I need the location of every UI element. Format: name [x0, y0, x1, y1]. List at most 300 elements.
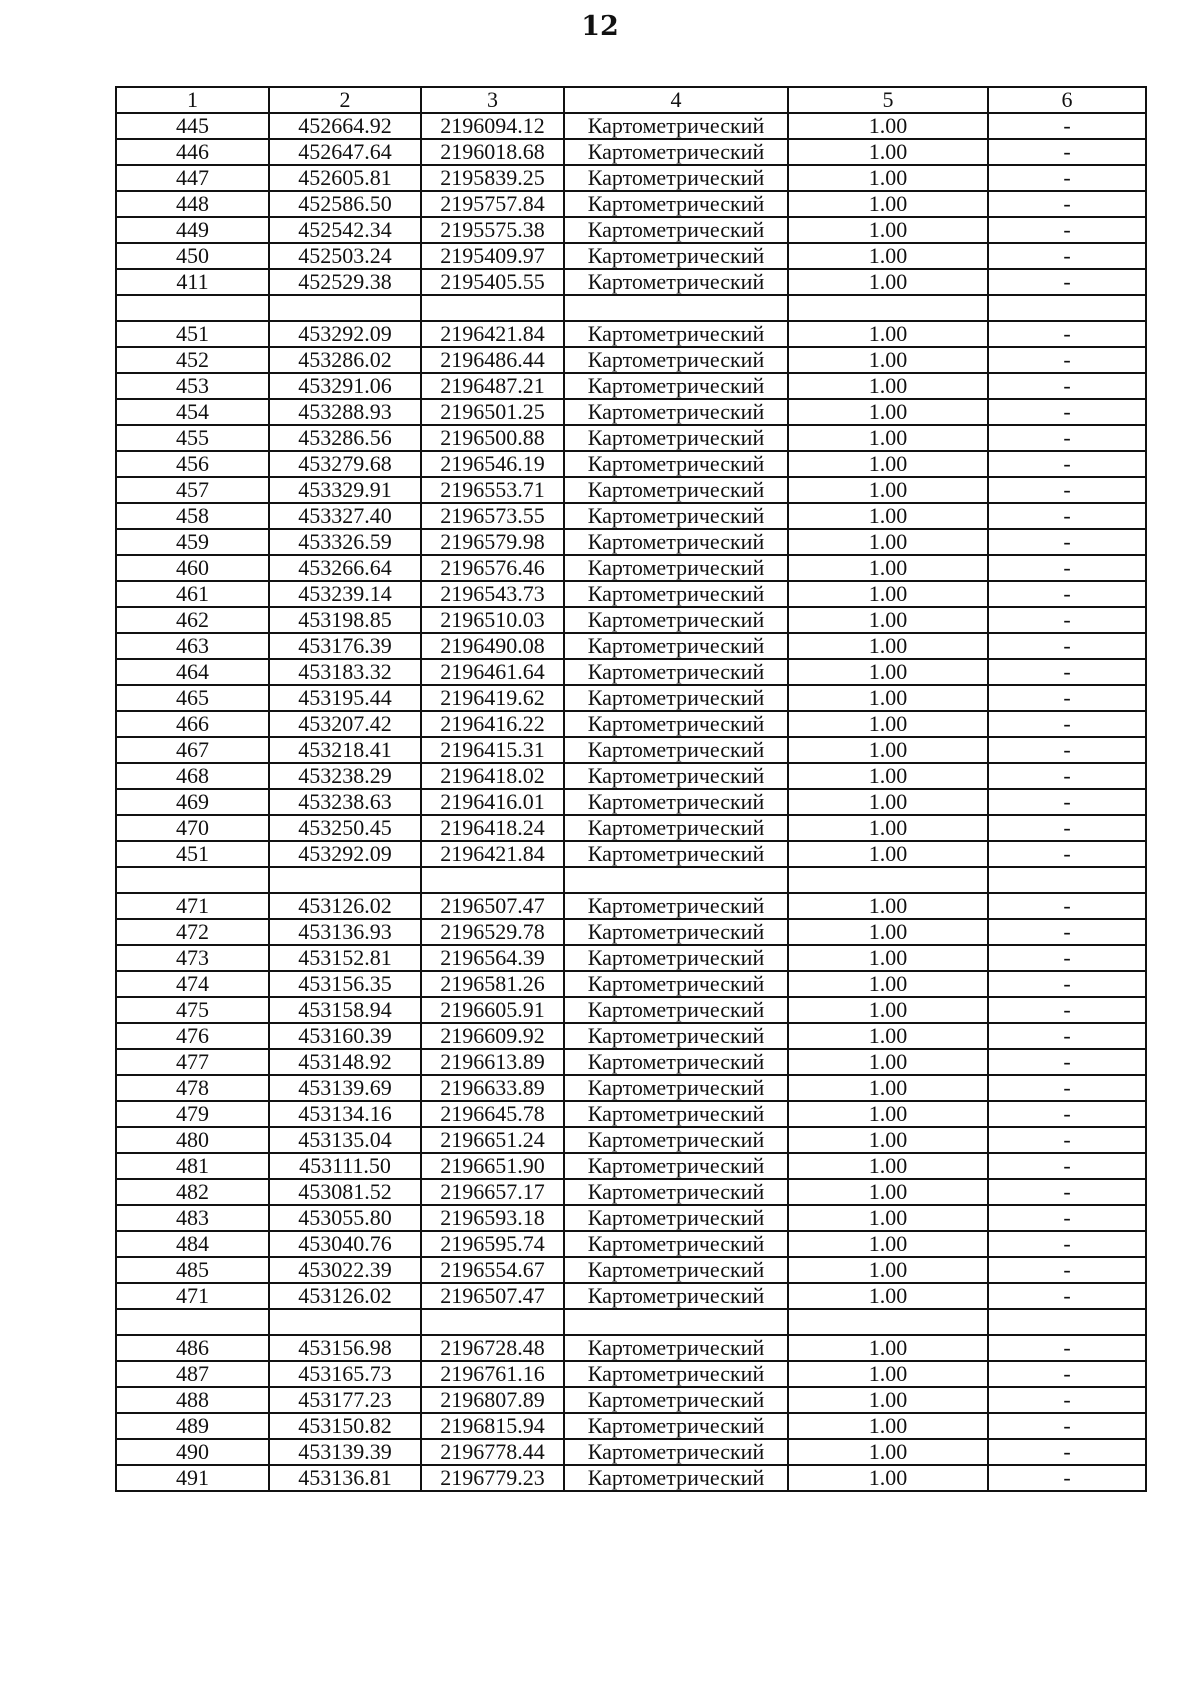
- y-coordinate-cell: 2196529.78: [421, 919, 564, 945]
- note-cell: -: [988, 503, 1146, 529]
- accuracy-cell: 1.00: [788, 1153, 988, 1179]
- y-coordinate-cell: 2196501.25: [421, 399, 564, 425]
- point-number-cell: 451: [116, 321, 269, 347]
- point-number-cell: [116, 295, 269, 321]
- y-coordinate-cell: 2196576.46: [421, 555, 564, 581]
- method-cell: Картометрический: [564, 1257, 788, 1283]
- y-coordinate-cell: 2196419.62: [421, 685, 564, 711]
- table-row: [116, 815, 1146, 841]
- point-number-cell: 450: [116, 243, 269, 269]
- x-coordinate-cell: 453183.32: [269, 659, 421, 685]
- accuracy-cell: 1.00: [788, 243, 988, 269]
- accuracy-cell: 1.00: [788, 971, 988, 997]
- y-coordinate-cell: 2196510.03: [421, 607, 564, 633]
- method-cell: Картометрический: [564, 373, 788, 399]
- y-coordinate-cell: [421, 1309, 564, 1335]
- method-cell: Картометрический: [564, 555, 788, 581]
- method-cell: Картометрический: [564, 1231, 788, 1257]
- point-number-cell: 446: [116, 139, 269, 165]
- y-coordinate-cell: 2196543.73: [421, 581, 564, 607]
- y-coordinate-cell: 2195575.38: [421, 217, 564, 243]
- y-coordinate-cell: 2196486.44: [421, 347, 564, 373]
- x-coordinate-cell: 453139.69: [269, 1075, 421, 1101]
- x-coordinate-cell: 453266.64: [269, 555, 421, 581]
- table-row: [116, 451, 1146, 477]
- accuracy-cell: 1.00: [788, 191, 988, 217]
- note-cell: -: [988, 633, 1146, 659]
- y-coordinate-cell: 2196018.68: [421, 139, 564, 165]
- accuracy-cell: 1.00: [788, 1257, 988, 1283]
- method-cell: Картометрический: [564, 737, 788, 763]
- x-coordinate-cell: 453165.73: [269, 1361, 421, 1387]
- point-number-cell: 455: [116, 425, 269, 451]
- x-coordinate-cell: 453286.02: [269, 347, 421, 373]
- x-coordinate-cell: 453111.50: [269, 1153, 421, 1179]
- x-coordinate-cell: 453126.02: [269, 893, 421, 919]
- method-cell: Картометрический: [564, 347, 788, 373]
- x-coordinate-cell: 453136.81: [269, 1465, 421, 1491]
- y-coordinate-cell: 2195405.55: [421, 269, 564, 295]
- accuracy-cell: 1.00: [788, 763, 988, 789]
- accuracy-cell: 1.00: [788, 451, 988, 477]
- point-number-cell: 445: [116, 113, 269, 139]
- accuracy-cell: 1.00: [788, 399, 988, 425]
- y-coordinate-cell: 2196593.18: [421, 1205, 564, 1231]
- method-cell: Картометрический: [564, 633, 788, 659]
- accuracy-cell: 1.00: [788, 607, 988, 633]
- method-cell: Картометрический: [564, 399, 788, 425]
- accuracy-cell: 1.00: [788, 321, 988, 347]
- y-coordinate-cell: 2195409.97: [421, 243, 564, 269]
- method-cell: Картометрический: [564, 1101, 788, 1127]
- table-row: [116, 191, 1146, 217]
- y-coordinate-cell: 2196605.91: [421, 997, 564, 1023]
- note-cell: -: [988, 1127, 1146, 1153]
- point-number-cell: 462: [116, 607, 269, 633]
- method-cell: Картометрический: [564, 1075, 788, 1101]
- point-number-cell: 465: [116, 685, 269, 711]
- x-coordinate-cell: 453135.04: [269, 1127, 421, 1153]
- point-number-cell: 487: [116, 1361, 269, 1387]
- y-coordinate-cell: 2196546.19: [421, 451, 564, 477]
- table-separator-row: [116, 1309, 1146, 1335]
- accuracy-cell: 1.00: [788, 113, 988, 139]
- method-cell: Картометрический: [564, 191, 788, 217]
- y-coordinate-cell: 2196613.89: [421, 1049, 564, 1075]
- y-coordinate-cell: 2196579.98: [421, 529, 564, 555]
- note-cell: -: [988, 451, 1146, 477]
- note-cell: -: [988, 477, 1146, 503]
- y-coordinate-cell: 2196564.39: [421, 945, 564, 971]
- x-coordinate-cell: 453136.93: [269, 919, 421, 945]
- note-cell: -: [988, 1075, 1146, 1101]
- coordinates-table-body: [116, 87, 1146, 1491]
- header-cell-6: 6: [988, 87, 1146, 113]
- x-coordinate-cell: 453160.39: [269, 1023, 421, 1049]
- table-row: [116, 399, 1146, 425]
- method-cell: Картометрический: [564, 711, 788, 737]
- accuracy-cell: 1.00: [788, 373, 988, 399]
- table-row: [116, 1335, 1146, 1361]
- y-coordinate-cell: 2196554.67: [421, 1257, 564, 1283]
- method-cell: Картометрический: [564, 451, 788, 477]
- note-cell: -: [988, 347, 1146, 373]
- accuracy-cell: 1.00: [788, 555, 988, 581]
- y-coordinate-cell: 2196507.47: [421, 893, 564, 919]
- method-cell: Картометрический: [564, 217, 788, 243]
- note-cell: -: [988, 919, 1146, 945]
- x-coordinate-cell: 452664.92: [269, 113, 421, 139]
- accuracy-cell: 1.00: [788, 945, 988, 971]
- method-cell: Картометрический: [564, 425, 788, 451]
- method-cell: Картометрический: [564, 893, 788, 919]
- accuracy-cell: 1.00: [788, 503, 988, 529]
- x-coordinate-cell: 453291.06: [269, 373, 421, 399]
- table-row: [116, 607, 1146, 633]
- accuracy-cell: 1.00: [788, 1101, 988, 1127]
- accuracy-cell: 1.00: [788, 633, 988, 659]
- method-cell: Картометрический: [564, 1023, 788, 1049]
- table-row: [116, 1387, 1146, 1413]
- header-cell-4: 4: [564, 87, 788, 113]
- note-cell: -: [988, 1153, 1146, 1179]
- note-cell: -: [988, 893, 1146, 919]
- method-cell: Картометрический: [564, 1465, 788, 1491]
- table-row: [116, 945, 1146, 971]
- accuracy-cell: 1.00: [788, 1231, 988, 1257]
- point-number-cell: 489: [116, 1413, 269, 1439]
- accuracy-cell: 1.00: [788, 1179, 988, 1205]
- point-number-cell: 468: [116, 763, 269, 789]
- point-number-cell: 449: [116, 217, 269, 243]
- point-number-cell: 476: [116, 1023, 269, 1049]
- accuracy-cell: 1.00: [788, 139, 988, 165]
- table-row: [116, 633, 1146, 659]
- x-coordinate-cell: 453207.42: [269, 711, 421, 737]
- method-cell: Картометрический: [564, 997, 788, 1023]
- y-coordinate-cell: 2196490.08: [421, 633, 564, 659]
- note-cell: -: [988, 399, 1146, 425]
- point-number-cell: 485: [116, 1257, 269, 1283]
- method-cell: Картометрический: [564, 971, 788, 997]
- header-cell-5: 5: [788, 87, 988, 113]
- x-coordinate-cell: 453238.29: [269, 763, 421, 789]
- table-row: [116, 1439, 1146, 1465]
- note-cell: -: [988, 711, 1146, 737]
- method-cell: Картометрический: [564, 1049, 788, 1075]
- header-cell-2: 2: [269, 87, 421, 113]
- method-cell: Картометрический: [564, 1179, 788, 1205]
- note-cell: -: [988, 763, 1146, 789]
- point-number-cell: 484: [116, 1231, 269, 1257]
- x-coordinate-cell: 453292.09: [269, 321, 421, 347]
- point-number-cell: 452: [116, 347, 269, 373]
- point-number-cell: 471: [116, 1283, 269, 1309]
- point-number-cell: 477: [116, 1049, 269, 1075]
- table-row: [116, 685, 1146, 711]
- note-cell: -: [988, 1335, 1146, 1361]
- x-coordinate-cell: 453288.93: [269, 399, 421, 425]
- point-number-cell: 475: [116, 997, 269, 1023]
- accuracy-cell: 1.00: [788, 581, 988, 607]
- method-cell: Картометрический: [564, 581, 788, 607]
- method-cell: [564, 867, 788, 893]
- table-row: [116, 477, 1146, 503]
- note-cell: -: [988, 1387, 1146, 1413]
- header-cell-1: 1: [116, 87, 269, 113]
- y-coordinate-cell: 2196416.22: [421, 711, 564, 737]
- y-coordinate-cell: 2195757.84: [421, 191, 564, 217]
- note-cell: -: [988, 113, 1146, 139]
- accuracy-cell: 1.00: [788, 711, 988, 737]
- note-cell: -: [988, 815, 1146, 841]
- x-coordinate-cell: 453081.52: [269, 1179, 421, 1205]
- accuracy-cell: 1.00: [788, 1205, 988, 1231]
- x-coordinate-cell: 453195.44: [269, 685, 421, 711]
- y-coordinate-cell: 2196657.17: [421, 1179, 564, 1205]
- x-coordinate-cell: 453040.76: [269, 1231, 421, 1257]
- note-cell: -: [988, 555, 1146, 581]
- y-coordinate-cell: 2196609.92: [421, 1023, 564, 1049]
- x-coordinate-cell: 453329.91: [269, 477, 421, 503]
- note-cell: -: [988, 659, 1146, 685]
- y-coordinate-cell: [421, 295, 564, 321]
- note-cell: -: [988, 1023, 1146, 1049]
- method-cell: Картометрический: [564, 1361, 788, 1387]
- y-coordinate-cell: 2196573.55: [421, 503, 564, 529]
- accuracy-cell: 1.00: [788, 425, 988, 451]
- table-row: [116, 1075, 1146, 1101]
- point-number-cell: 483: [116, 1205, 269, 1231]
- point-number-cell: 490: [116, 1439, 269, 1465]
- point-number-cell: 448: [116, 191, 269, 217]
- x-coordinate-cell: 453055.80: [269, 1205, 421, 1231]
- method-cell: Картометрический: [564, 477, 788, 503]
- point-number-cell: 470: [116, 815, 269, 841]
- note-cell: -: [988, 607, 1146, 633]
- method-cell: Картометрический: [564, 607, 788, 633]
- point-number-cell: 491: [116, 1465, 269, 1491]
- method-cell: Картометрический: [564, 685, 788, 711]
- y-coordinate-cell: 2196415.31: [421, 737, 564, 763]
- x-coordinate-cell: 453239.14: [269, 581, 421, 607]
- x-coordinate-cell: 453139.39: [269, 1439, 421, 1465]
- note-cell: -: [988, 841, 1146, 867]
- point-number-cell: 458: [116, 503, 269, 529]
- accuracy-cell: 1.00: [788, 659, 988, 685]
- note-cell: -: [988, 425, 1146, 451]
- y-coordinate-cell: 2196761.16: [421, 1361, 564, 1387]
- note-cell: -: [988, 1205, 1146, 1231]
- x-coordinate-cell: 452503.24: [269, 243, 421, 269]
- point-number-cell: 454: [116, 399, 269, 425]
- y-coordinate-cell: 2196421.84: [421, 321, 564, 347]
- accuracy-cell: 1.00: [788, 1387, 988, 1413]
- x-coordinate-cell: 452586.50: [269, 191, 421, 217]
- method-cell: Картометрический: [564, 139, 788, 165]
- table-row: [116, 321, 1146, 347]
- x-coordinate-cell: 453150.82: [269, 1413, 421, 1439]
- header-cell-3: 3: [421, 87, 564, 113]
- x-coordinate-cell: 453286.56: [269, 425, 421, 451]
- method-cell: Картометрический: [564, 1127, 788, 1153]
- table-row: [116, 1413, 1146, 1439]
- note-cell: -: [988, 1049, 1146, 1075]
- x-coordinate-cell: 453022.39: [269, 1257, 421, 1283]
- x-coordinate-cell: [269, 295, 421, 321]
- accuracy-cell: 1.00: [788, 997, 988, 1023]
- x-coordinate-cell: 453326.59: [269, 529, 421, 555]
- point-number-cell: 463: [116, 633, 269, 659]
- note-cell: [988, 295, 1146, 321]
- x-coordinate-cell: 452529.38: [269, 269, 421, 295]
- x-coordinate-cell: 453156.98: [269, 1335, 421, 1361]
- point-number-cell: 472: [116, 919, 269, 945]
- note-cell: -: [988, 217, 1146, 243]
- table-row: [116, 711, 1146, 737]
- y-coordinate-cell: 2196645.78: [421, 1101, 564, 1127]
- note-cell: -: [988, 243, 1146, 269]
- method-cell: Картометрический: [564, 1413, 788, 1439]
- accuracy-cell: 1.00: [788, 815, 988, 841]
- table-row: [116, 919, 1146, 945]
- note-cell: -: [988, 945, 1146, 971]
- note-cell: -: [988, 139, 1146, 165]
- method-cell: Картометрический: [564, 321, 788, 347]
- note-cell: -: [988, 1361, 1146, 1387]
- method-cell: Картометрический: [564, 763, 788, 789]
- note-cell: -: [988, 737, 1146, 763]
- method-cell: Картометрический: [564, 659, 788, 685]
- accuracy-cell: 1.00: [788, 1413, 988, 1439]
- point-number-cell: 447: [116, 165, 269, 191]
- y-coordinate-cell: 2196651.90: [421, 1153, 564, 1179]
- method-cell: Картометрический: [564, 1153, 788, 1179]
- x-coordinate-cell: 452647.64: [269, 139, 421, 165]
- y-coordinate-cell: 2196815.94: [421, 1413, 564, 1439]
- table-row: [116, 139, 1146, 165]
- table-row: [116, 113, 1146, 139]
- note-cell: -: [988, 1101, 1146, 1127]
- table-row: [116, 659, 1146, 685]
- method-cell: Картометрический: [564, 1387, 788, 1413]
- y-coordinate-cell: 2196421.84: [421, 841, 564, 867]
- y-coordinate-cell: 2196595.74: [421, 1231, 564, 1257]
- table-row: [116, 1049, 1146, 1075]
- table-row: [116, 763, 1146, 789]
- point-number-cell: 411: [116, 269, 269, 295]
- table-row: [116, 1101, 1146, 1127]
- note-cell: -: [988, 1465, 1146, 1491]
- x-coordinate-cell: 453126.02: [269, 1283, 421, 1309]
- x-coordinate-cell: 453156.35: [269, 971, 421, 997]
- note-cell: -: [988, 529, 1146, 555]
- accuracy-cell: 1.00: [788, 893, 988, 919]
- accuracy-cell: 1.00: [788, 217, 988, 243]
- note-cell: -: [988, 581, 1146, 607]
- point-number-cell: 488: [116, 1387, 269, 1413]
- note-cell: -: [988, 1257, 1146, 1283]
- method-cell: Картометрический: [564, 503, 788, 529]
- point-number-cell: 464: [116, 659, 269, 685]
- table-row: [116, 165, 1146, 191]
- method-cell: Картометрический: [564, 529, 788, 555]
- y-coordinate-cell: 2196581.26: [421, 971, 564, 997]
- x-coordinate-cell: 453152.81: [269, 945, 421, 971]
- method-cell: Картометрический: [564, 841, 788, 867]
- accuracy-cell: 1.00: [788, 685, 988, 711]
- point-number-cell: 461: [116, 581, 269, 607]
- method-cell: Картометрический: [564, 1439, 788, 1465]
- table-row: [116, 243, 1146, 269]
- method-cell: Картометрический: [564, 1283, 788, 1309]
- y-coordinate-cell: [421, 867, 564, 893]
- point-number-cell: 471: [116, 893, 269, 919]
- method-cell: Картометрический: [564, 815, 788, 841]
- table-row: [116, 425, 1146, 451]
- x-coordinate-cell: [269, 867, 421, 893]
- accuracy-cell: [788, 295, 988, 321]
- x-coordinate-cell: 453218.41: [269, 737, 421, 763]
- point-number-cell: 451: [116, 841, 269, 867]
- y-coordinate-cell: 2196633.89: [421, 1075, 564, 1101]
- accuracy-cell: 1.00: [788, 1361, 988, 1387]
- point-number-cell: 466: [116, 711, 269, 737]
- method-cell: Картометрический: [564, 1205, 788, 1231]
- table-separator-row: [116, 867, 1146, 893]
- x-coordinate-cell: 453292.09: [269, 841, 421, 867]
- x-coordinate-cell: 453250.45: [269, 815, 421, 841]
- point-number-cell: 469: [116, 789, 269, 815]
- table-row: [116, 581, 1146, 607]
- table-row: [116, 1179, 1146, 1205]
- accuracy-cell: 1.00: [788, 269, 988, 295]
- method-cell: Картометрический: [564, 243, 788, 269]
- page-number: 12: [581, 11, 619, 42]
- note-cell: -: [988, 1283, 1146, 1309]
- table-row: [116, 1257, 1146, 1283]
- accuracy-cell: 1.00: [788, 1439, 988, 1465]
- point-number-cell: 482: [116, 1179, 269, 1205]
- table-row: [116, 217, 1146, 243]
- accuracy-cell: 1.00: [788, 1465, 988, 1491]
- method-cell: [564, 1309, 788, 1335]
- method-cell: Картометрический: [564, 945, 788, 971]
- y-coordinate-cell: 2195839.25: [421, 165, 564, 191]
- method-cell: Картометрический: [564, 113, 788, 139]
- x-coordinate-cell: [269, 1309, 421, 1335]
- x-coordinate-cell: 452605.81: [269, 165, 421, 191]
- accuracy-cell: 1.00: [788, 1075, 988, 1101]
- point-number-cell: 473: [116, 945, 269, 971]
- table-row: [116, 1231, 1146, 1257]
- point-number-cell: 486: [116, 1335, 269, 1361]
- x-coordinate-cell: 453238.63: [269, 789, 421, 815]
- note-cell: -: [988, 1439, 1146, 1465]
- point-number-cell: 457: [116, 477, 269, 503]
- method-cell: Картометрический: [564, 789, 788, 815]
- note-cell: [988, 1309, 1146, 1335]
- x-coordinate-cell: 453327.40: [269, 503, 421, 529]
- note-cell: -: [988, 1413, 1146, 1439]
- y-coordinate-cell: 2196807.89: [421, 1387, 564, 1413]
- table-header-row: [116, 87, 1146, 113]
- table-row: [116, 1023, 1146, 1049]
- y-coordinate-cell: 2196728.48: [421, 1335, 564, 1361]
- accuracy-cell: 1.00: [788, 1127, 988, 1153]
- table-row: [116, 555, 1146, 581]
- note-cell: -: [988, 191, 1146, 217]
